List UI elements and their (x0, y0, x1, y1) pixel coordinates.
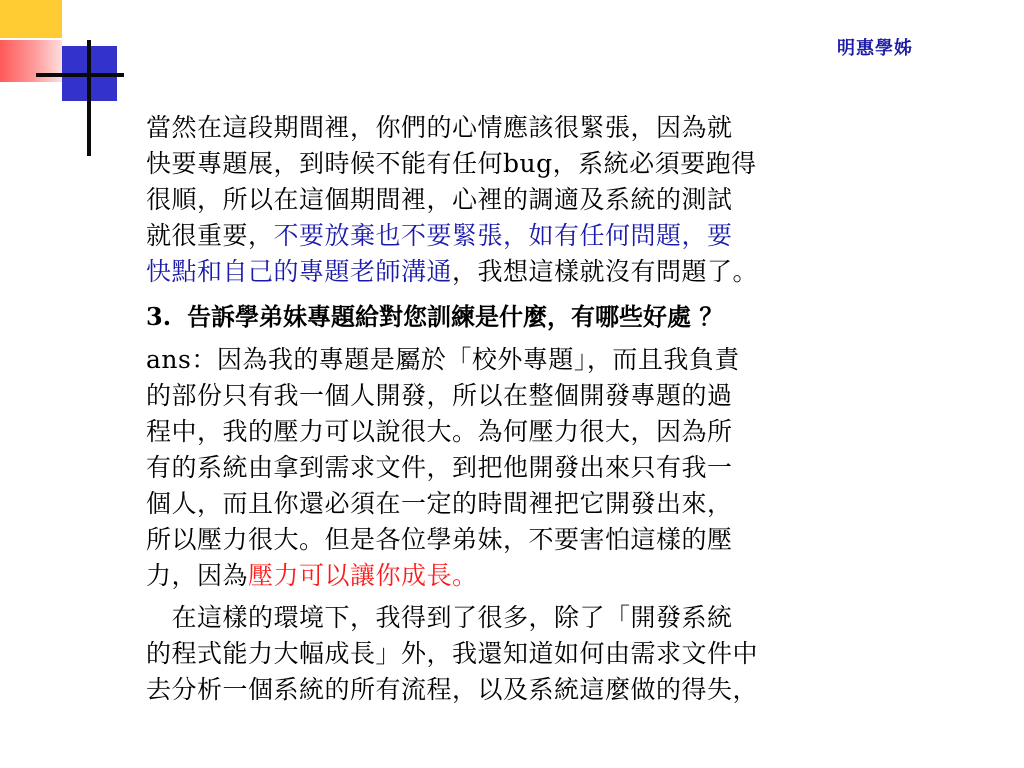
question-heading (146, 299, 946, 335)
answer-line-2: 的部份只有我一個人開發，所以在整個開發專題的過 (146, 381, 733, 410)
slide-header-title: 明惠學姊 (837, 38, 913, 59)
paragraph-3 (146, 600, 946, 708)
paragraph-3-line-3: 去分析一個系統的所有流程，以及系統這麼做的得失， (146, 675, 759, 704)
paragraph-1-emphasis-blue: 不要放棄也不要緊張，如有任何問題，要 (273, 221, 733, 250)
paragraph-1-line-4-text: 就很重要， (146, 221, 274, 250)
question-text: 告訴學弟妹專題給對您訓練是什麼，有哪些好處 ？ (187, 302, 724, 331)
paragraph-1-line-5 (146, 254, 946, 290)
answer-line-6: 所以壓力很大。但是各位學弟妹，不要害怕這樣的壓 (146, 525, 733, 554)
answer-line-1: ans：因為我的專題是屬於「校外專題」，而且我負責 (146, 345, 740, 374)
paragraph-1-emphasis-blue-continued: 快點和自己的專題老師溝通 (146, 257, 453, 286)
slide-content (146, 110, 946, 708)
paragraph-1-line-1: 當然在這段期間裡，你們的心情應該很緊張，因為就 (146, 113, 733, 142)
answer-line-5: 個人，而且你還必須在一定的時間裡把它開發出來， (146, 489, 733, 518)
answer-line-7-text: 力，因為 (146, 561, 249, 590)
corner-horizontal-line (36, 73, 124, 77)
paragraph-3-line-1: 在這樣的環境下，我得到了很多，除了「開發系統 (146, 603, 733, 632)
answer-line-4: 有的系統由拿到需求文件，到把他開發出來只有我一 (146, 453, 733, 482)
paragraph-1-line-5-text: ，我想這樣就沒有問題了。 (452, 257, 759, 286)
answer-line-3: 程中，我的壓力可以說很大。為何壓力很大，因為所 (146, 417, 733, 446)
corner-yellow-block (0, 0, 62, 38)
corner-vertical-line (87, 40, 91, 156)
paragraph-1-line-4 (146, 218, 946, 254)
paragraph-1 (146, 110, 946, 290)
answer-emphasis-red: 壓力可以讓你成長。 (248, 561, 478, 590)
answer-paragraph (146, 342, 946, 594)
paragraph-3-line-2: 的程式能力大幅成長」外，我還知道如何由需求文件中 (146, 639, 759, 668)
question-number: 3. (146, 302, 172, 331)
paragraph-1-line-2: 快要專題展，到時候不能有任何bug，系統必須要跑得 (146, 149, 757, 178)
paragraph-1-line-3: 很順，所以在這個期間裡，心裡的調適及系統的測試 (146, 185, 733, 214)
answer-line-7 (146, 558, 946, 594)
